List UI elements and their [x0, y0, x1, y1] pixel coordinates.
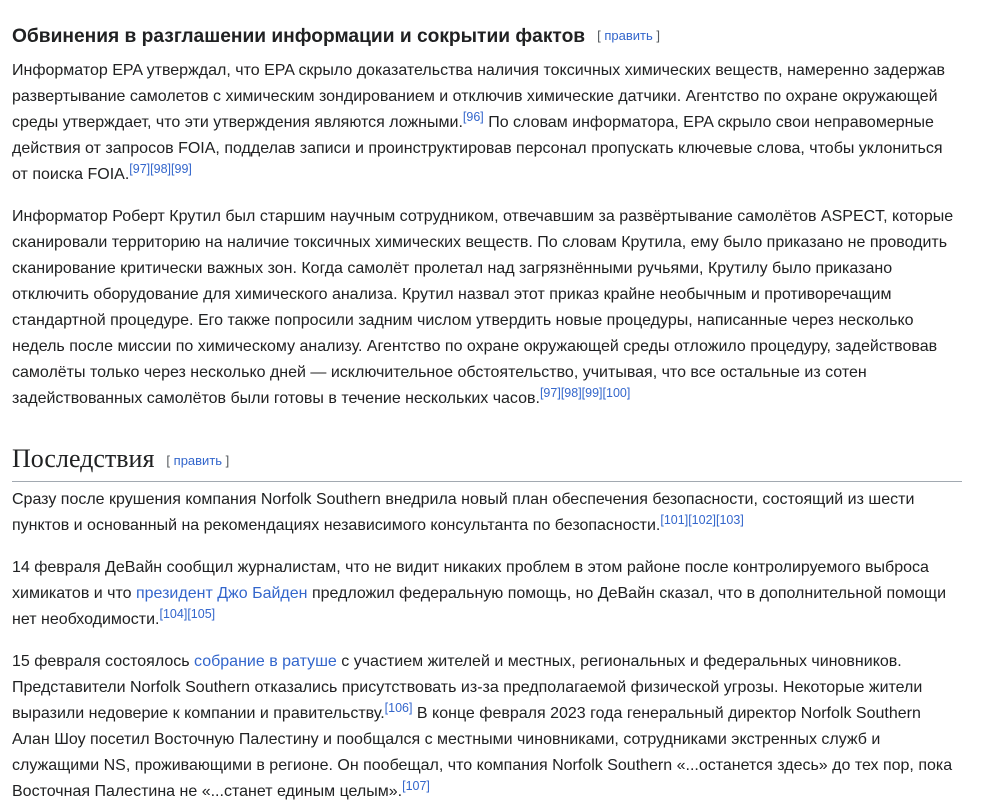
paragraph-dewine: 14 февраля ДеВайн сообщил журналистам, что не видит никаких проблем в этом районе после контролируемого выброса химикатов и что президент Джо Байден предложил федеральную помощь, но ДеВайн сказал, что в дополнительной помощи нет необходимости.[104][105] [12, 559, 947, 628]
edit-section: [ править ] [166, 453, 230, 468]
reference [385, 701, 413, 715]
edit-section: [ править ] [597, 28, 660, 43]
reference-link[interactable]: [103] [716, 513, 744, 527]
reference-link[interactable]: [99] [581, 386, 603, 400]
president-biden-link[interactable]: президент Джо Байден [135, 585, 308, 602]
reference-link[interactable]: [107] [402, 779, 430, 793]
paragraph-epa-informant: Информатор EPA утверждал, что EPA скрыло доказательства наличия токсичных химических веществ, намеренно задержав развертывание самолетов с химическим зондированием и отключив химические датчики. Агентство по охране окружающей среды утверждает, что эти утверждения являются ложными.[96] По словам информатора, EPA скрыло свои неправомерные действия от запросов FOIA, подделав записи и проинструктировав персонал пропускать ключевые слова, чтобы уклониться от поиска FOIA.[97][98][99] [12, 62, 945, 183]
town-hall-link[interactable]: собрание в ратуше [194, 653, 337, 670]
section-heading-text: Обвинения в разглашении информации и сокрытии фактов [12, 26, 586, 47]
reference-link[interactable]: [105] [187, 607, 216, 621]
paragraph-krutil: Информатор Роберт Крутил был старшим научным сотрудником, отвечавшим за развёртывание самолётов ASPECT, которые сканировали территорию на наличие токсичных химических веществ. По словам Крутила, ему было приказано не проводить сканирование критически важных зон. Когда самолёт пролетал над загрязнёнными ручьями, Крутилу было приказано отключить оборудование для химического анализа. Крутил назвал этот приказ крайне необычным и противоречащим стандартной процедуре. Его также попросили задним числом утвердить новые процедуры, написанные через несколько недель после миссии по химическому анализу. Агентство по охране окружающей среды отложило процедуру, задействовав самолёты только через несколько дней — исключительное обстоятельство, учитывая, что все остальные из сотен задействованных самолётов были готовы в течение нескольких часов.[97][98][99][100] [12, 208, 954, 407]
reference-link[interactable]: [104] [159, 607, 188, 621]
reference-link[interactable]: [97] [129, 162, 151, 176]
section-heading-disclosure [12, 24, 660, 49]
edit-section-link[interactable]: править [173, 453, 223, 468]
reference-link[interactable]: [98] [150, 162, 172, 176]
reference-link[interactable]: [98] [560, 386, 582, 400]
reference-link[interactable]: [99] [171, 162, 192, 176]
edit-section-link[interactable]: править [604, 28, 653, 43]
reference-link[interactable]: [96] [462, 110, 484, 124]
section-heading-text: Последствия [12, 444, 155, 473]
reference [540, 386, 630, 400]
reference-link[interactable]: [97] [539, 386, 561, 400]
reference [402, 779, 430, 793]
paragraph-safety-plan: Сразу после крушения компания Norfolk Southern внедрила новый план обеспечения безопасности, состоящий из шести пунктов и основанный на рекомендациях независимого консультанта по безопасности.[101][102][103] [12, 491, 915, 534]
section-heading-consequences [12, 443, 962, 482]
reference [160, 607, 216, 621]
reference-link[interactable]: [106] [384, 701, 413, 715]
reference-link[interactable]: [102] [688, 513, 716, 527]
reference-link[interactable]: [101] [660, 513, 689, 527]
reference-link[interactable]: [100] [602, 386, 631, 400]
paragraph-town-hall: 15 февраля состоялось собрание в ратуше с участием жителей и местных, региональных и федеральных чиновников. Представители Norfolk Southern отказались присутствовать из-за предполагаемой физической угрозы. Некоторые жители выразили недоверие к компании и правительству.[106] В конце февраля 2023 года генеральный директор Norfolk Southern Алан Шоу посетил Восточную Палестину и пообщался с местными чиновниками, сотрудниками экстренных служб и служащими NS, проживающими в регионе. Он пообещал, что компания Norfolk Southern «...останется здесь» до тех пор, пока Восточная Палестина не «...станет единым целым».[107] [12, 653, 953, 800]
reference [129, 162, 192, 176]
reference [660, 513, 743, 527]
reference [463, 110, 484, 124]
